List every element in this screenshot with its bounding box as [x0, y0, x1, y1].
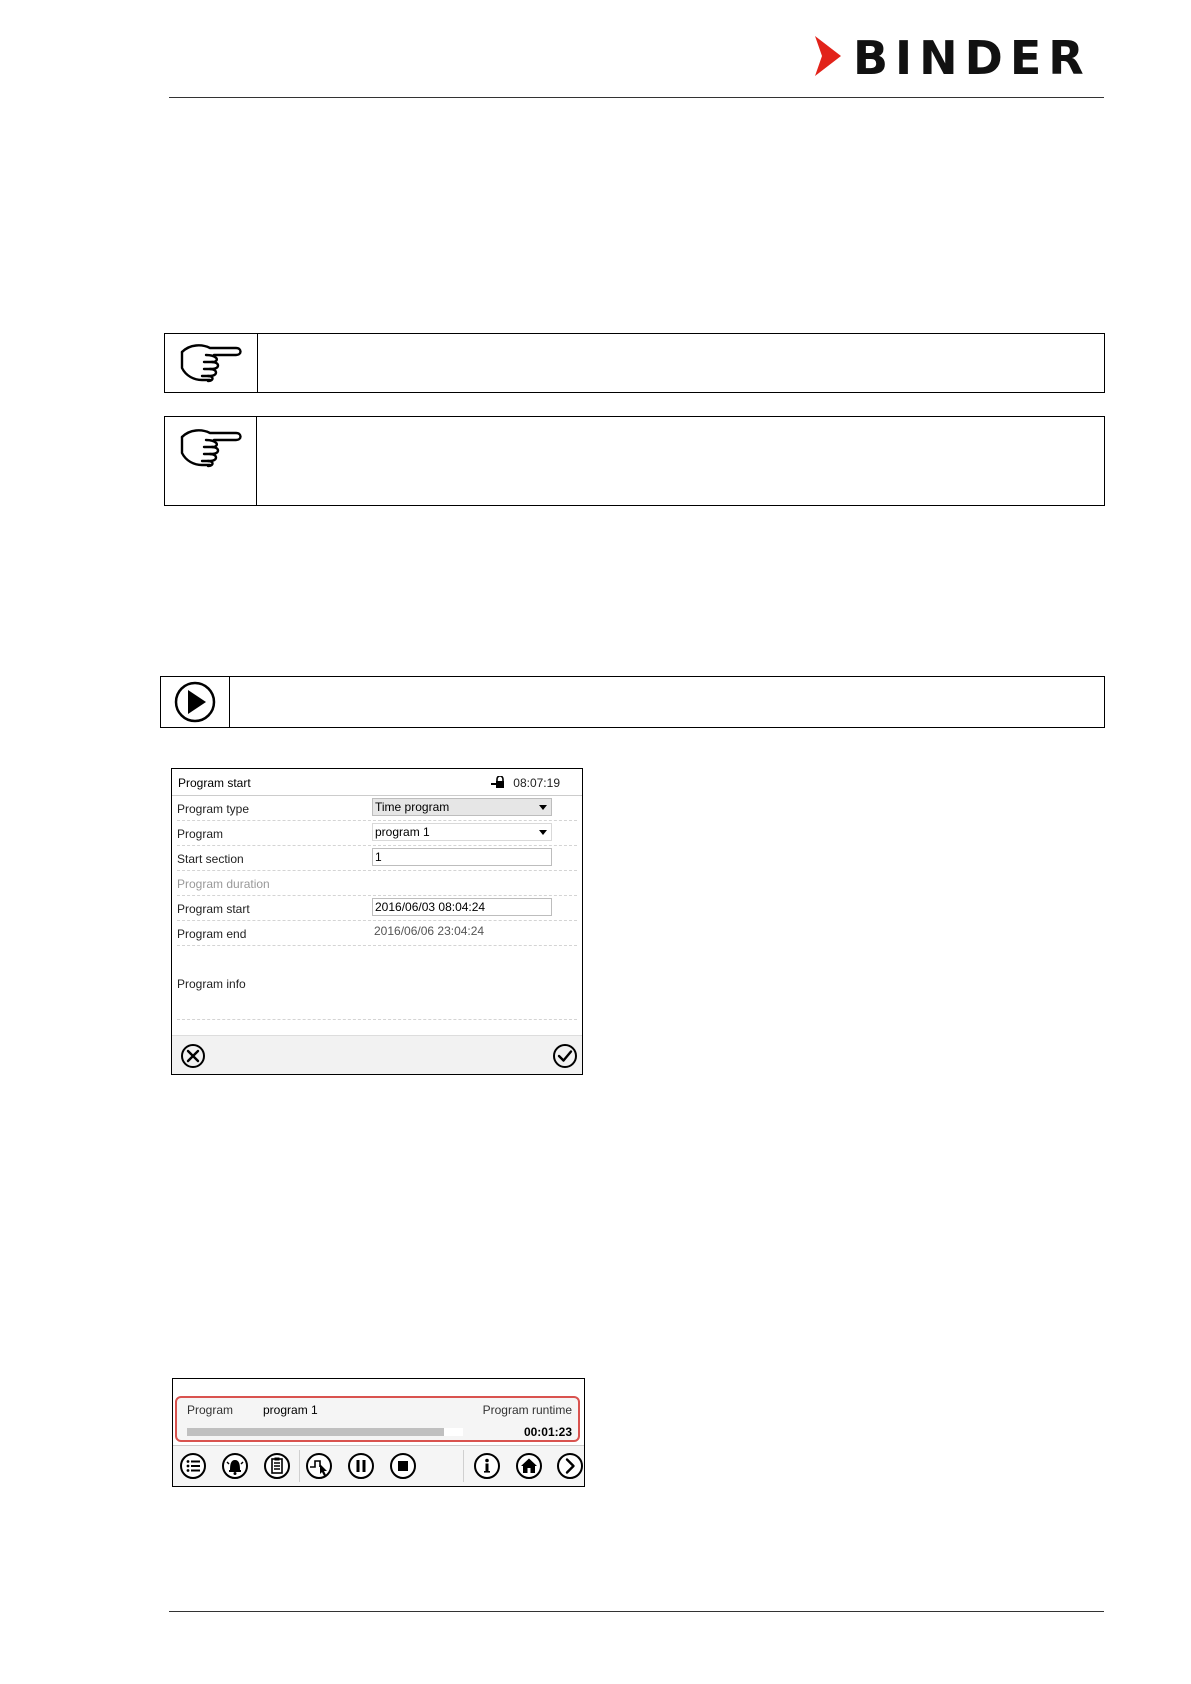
program-runtime-label: Program runtime: [482, 1403, 572, 1417]
program-info-row: [177, 945, 577, 1020]
program-end-label: Program end: [177, 927, 247, 941]
program-start-icon[interactable]: [305, 1452, 333, 1480]
chevron-down-icon: [539, 830, 547, 835]
program-type-label: Program type: [177, 802, 250, 816]
program-select[interactable]: [372, 823, 552, 841]
start-section-label: Start section: [177, 852, 244, 866]
play-icon: [173, 680, 217, 724]
event-list-icon[interactable]: [263, 1452, 291, 1480]
program-running-screen: [172, 1378, 585, 1487]
program-duration-label: Program duration: [177, 877, 270, 891]
pointing-hand-icon: [176, 338, 246, 388]
program-progress-fill: [187, 1428, 444, 1436]
program-info-label: Program info: [177, 977, 246, 991]
note-box: [164, 333, 1105, 393]
program-status-panel: [175, 1396, 580, 1442]
screen-title: Program start: [178, 776, 251, 790]
program-label: Program: [187, 1403, 234, 1417]
toolbar-separator: [463, 1450, 464, 1482]
confirm-icon[interactable]: [552, 1043, 578, 1069]
bottom-toolbar: [173, 1445, 584, 1486]
note-box: [164, 416, 1105, 506]
program-duration-row: [177, 870, 577, 896]
procedure-box: [160, 676, 1105, 728]
info-icon[interactable]: [473, 1452, 501, 1480]
program-type-select[interactable]: [372, 798, 552, 816]
start-section-input[interactable]: 1: [372, 848, 552, 866]
program-type-row: [177, 795, 577, 821]
note-icon-cell: [165, 334, 258, 392]
program-end-row: [177, 920, 577, 946]
program-value: program 1: [375, 825, 430, 839]
program-name: program 1: [263, 1403, 318, 1417]
program-runtime-value: 00:01:23: [523, 1425, 572, 1439]
stop-icon[interactable]: [389, 1452, 417, 1480]
toolbar-separator: [299, 1450, 300, 1482]
clock: 08:07:19: [513, 776, 560, 790]
program-start-label: Program start: [177, 902, 250, 916]
screen-footer: [172, 1035, 582, 1074]
program-start-input[interactable]: 2016/06/03 08:04:24: [372, 898, 552, 916]
cancel-icon[interactable]: [180, 1043, 206, 1069]
chevron-down-icon: [539, 805, 547, 810]
header-rule: [169, 97, 1104, 98]
pointing-hand-icon: [176, 423, 246, 473]
title-bar: [172, 769, 582, 796]
brand-name: BINDER: [853, 31, 1091, 85]
lock-icon: [491, 776, 505, 789]
pause-icon[interactable]: [347, 1452, 375, 1480]
alarm-icon[interactable]: [221, 1452, 249, 1480]
program-progress-bar: [187, 1428, 463, 1436]
program-label: Program: [177, 827, 224, 841]
note-icon-cell: [165, 417, 257, 505]
home-icon[interactable]: [515, 1452, 543, 1480]
program-type-value: Time program: [375, 800, 450, 814]
next-icon[interactable]: [556, 1452, 584, 1480]
menu-icon[interactable]: [179, 1452, 207, 1480]
start-section-row: [177, 845, 577, 871]
logo-arrow-icon: [815, 36, 841, 76]
program-start-screen: [171, 768, 583, 1075]
program-end-value: 2016/06/06 23:04:24: [374, 924, 485, 938]
program-start-row: [177, 895, 577, 921]
procedure-icon-cell: [161, 677, 230, 727]
program-row: [177, 820, 577, 846]
footer-rule: [169, 1611, 1104, 1612]
